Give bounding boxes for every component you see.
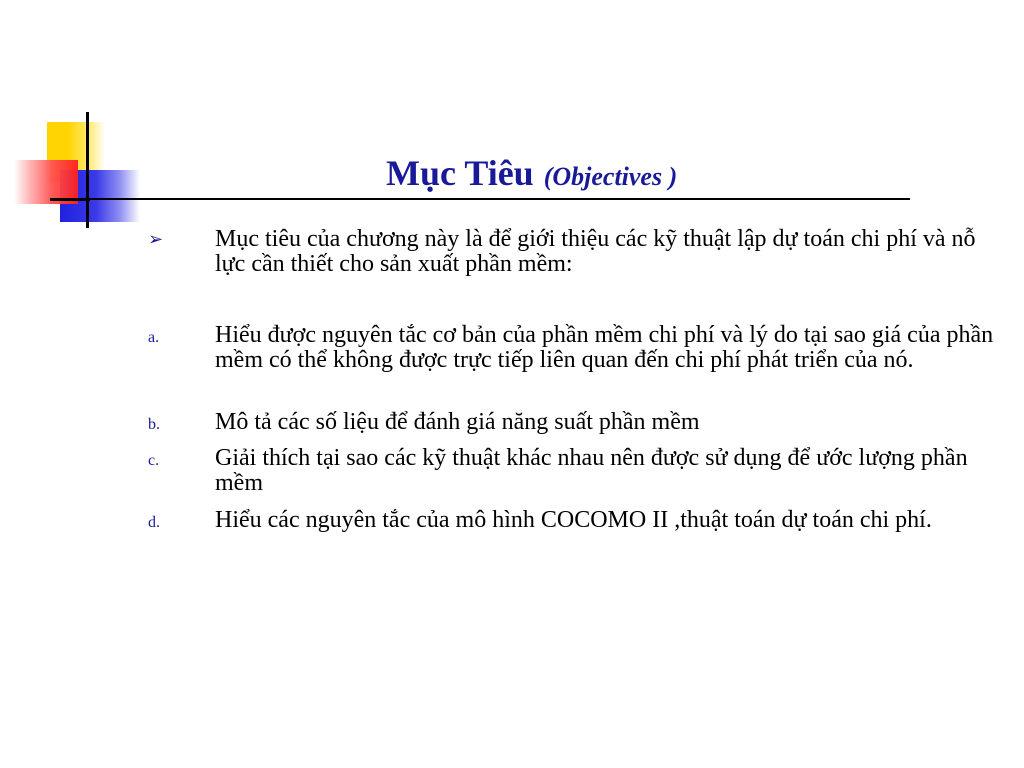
list-item-text: Hiểu được nguyên tắc cơ bản của phần mềm chi phí và lý do tại sao giá của phần mềm có thể không được trực tiếp liên quan đến chi phí phát triển của nó.: [215, 322, 994, 373]
list-marker: b.: [148, 416, 160, 433]
list-item-d: [148, 508, 998, 533]
list-item-text: Hiểu các nguyên tắc của mô hình COCOMO II ,thuật toán dự toán chi phí.: [215, 507, 932, 533]
slide-title: [386, 152, 677, 194]
intro-bullet: [148, 227, 998, 277]
title-subtitle: (Objectives ): [543, 162, 678, 191]
list-item-text: Mô tả các số liệu để đánh giá năng suất phần mềm: [215, 409, 700, 435]
list-item-a: [148, 323, 998, 373]
list-marker: a.: [148, 329, 160, 346]
arrow-bullet-icon: ➢: [148, 229, 164, 249]
title-main: Mục Tiêu: [386, 153, 534, 193]
list-marker: c.: [148, 452, 160, 469]
list-item-c: [148, 446, 998, 496]
list-item-text: Giải thích tại sao các kỹ thuật khác nhau nên được sử dụng để ước lượng phần mềm: [215, 445, 968, 496]
decorative-vertical-line: [86, 112, 89, 228]
title-underline: [50, 198, 910, 200]
decorative-horizontal-stub: [50, 198, 90, 201]
intro-text: Mục tiêu của chương này là để giới thiệu các kỹ thuật lập dự toán chi phí và nỗ lực cần thiết cho sản xuất phần mềm:: [215, 226, 976, 277]
list-marker: d.: [148, 514, 160, 531]
list-item-b: [148, 410, 998, 435]
